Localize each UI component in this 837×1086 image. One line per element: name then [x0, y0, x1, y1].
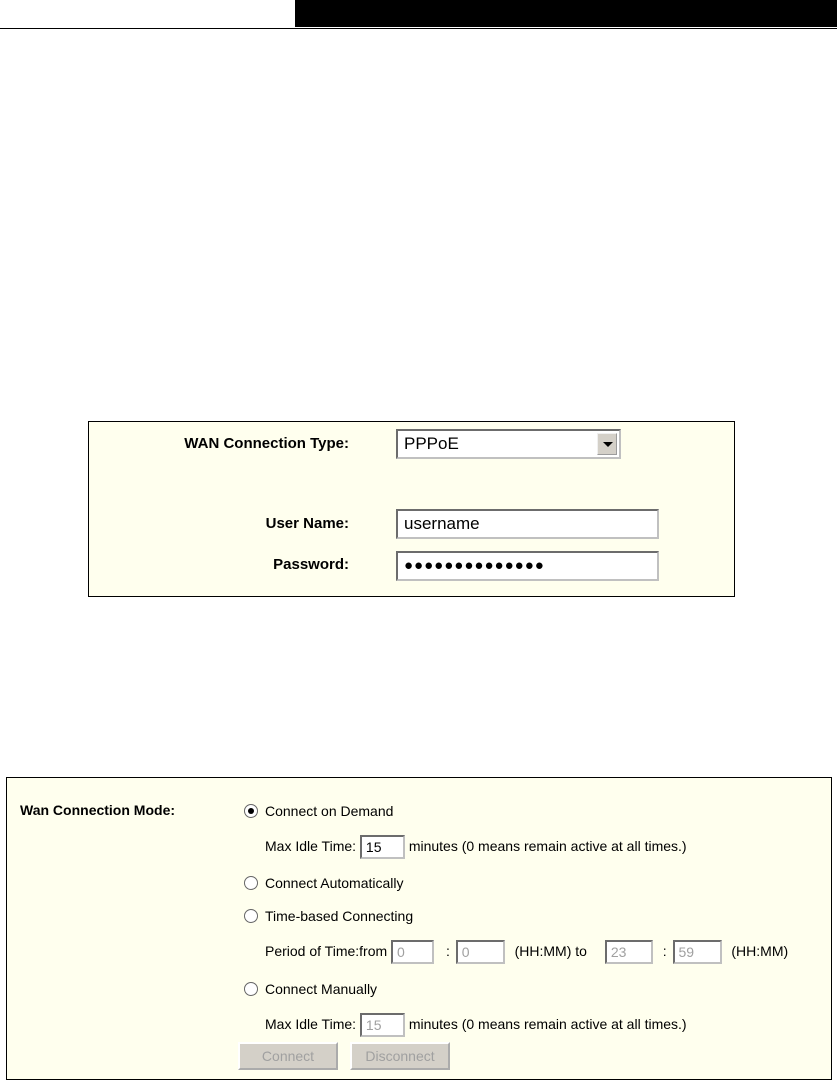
username-input[interactable]: username [396, 509, 659, 539]
manual-idle-input[interactable]: 15 [360, 1013, 405, 1037]
from-minute-input[interactable]: 0 [456, 940, 505, 964]
radio-icon[interactable] [244, 876, 258, 890]
connection-mode-panel [6, 777, 832, 1080]
wan-settings-panel [88, 421, 735, 597]
radio-connect-on-demand[interactable] [244, 800, 393, 822]
radio-connect-manually[interactable] [244, 978, 377, 1000]
to-hour-input[interactable]: 23 [605, 940, 653, 964]
wan-type-select[interactable] [396, 429, 621, 459]
to-label: (HH:MM) to [514, 943, 587, 959]
radio-time-based[interactable] [244, 905, 413, 927]
period-row [265, 938, 788, 964]
disconnect-button[interactable]: Disconnect [350, 1042, 450, 1070]
radio-connect-automatically[interactable] [244, 872, 404, 894]
period-label: Period of Time:from [265, 943, 388, 959]
wan-type-value: PPPoE [404, 434, 459, 453]
username-label: User Name: [265, 515, 349, 532]
to-minute-input[interactable]: 59 [673, 940, 722, 964]
demand-idle-label: Max Idle Time: [265, 838, 357, 854]
radio-selected-icon[interactable] [244, 804, 258, 818]
header-bar [295, 0, 837, 27]
demand-idle-suffix: minutes (0 means remain active at all times.) [408, 838, 687, 854]
chevron-down-icon[interactable] [597, 433, 617, 455]
password-input[interactable]: ●●●●●●●●●●●●●● [396, 551, 659, 581]
connection-mode-label: Wan Connection Mode: [20, 802, 176, 818]
manual-idle-suffix: minutes (0 means remain active at all times.) [408, 1016, 687, 1032]
header-rule [0, 28, 837, 29]
from-hour-input[interactable]: 0 [391, 940, 434, 964]
demand-idle-input[interactable]: 15 [360, 835, 405, 859]
password-label: Password: [273, 556, 349, 573]
manual-idle-row [265, 1011, 687, 1037]
demand-idle-row [265, 833, 687, 859]
connect-button[interactable]: Connect [238, 1042, 338, 1070]
connect-automatically-label: Connect Automatically [265, 875, 404, 891]
colon-separator: : [662, 943, 667, 959]
connect-manually-label: Connect Manually [265, 981, 378, 997]
end-format-label: (HH:MM) [731, 943, 789, 959]
radio-icon[interactable] [244, 909, 258, 923]
connect-on-demand-label: Connect on Demand [265, 803, 394, 819]
colon-separator: : [445, 943, 450, 959]
wan-type-label: WAN Connection Type: [184, 435, 349, 452]
manual-idle-label: Max Idle Time: [265, 1016, 357, 1032]
time-based-label: Time-based Connecting [265, 908, 414, 924]
radio-icon[interactable] [244, 982, 258, 996]
